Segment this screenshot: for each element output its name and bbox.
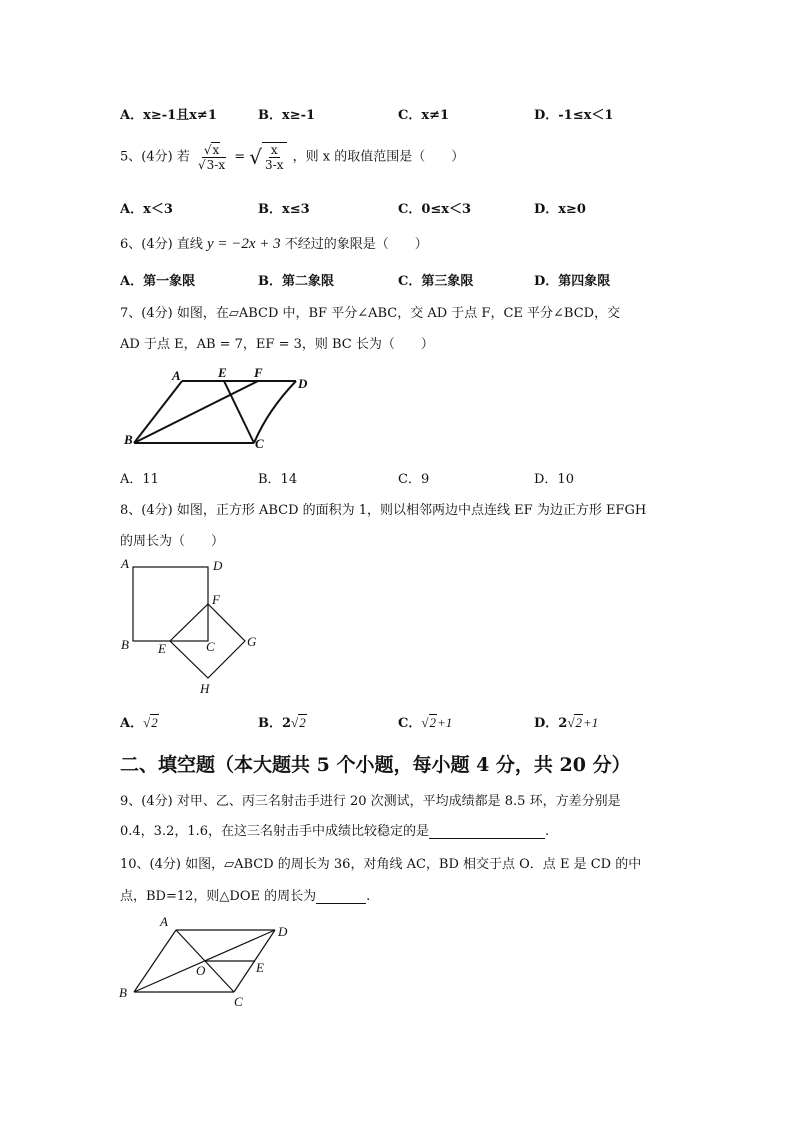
q5-stem	[120, 142, 464, 172]
q5-equals: =	[234, 149, 246, 165]
q8-label-d: D	[213, 558, 223, 573]
q5-option-b: B．x≤3	[258, 202, 310, 217]
q10-line2-end: .	[366, 889, 371, 904]
q8-option-c-prefix: C．	[398, 716, 422, 731]
q5-frac1-den: 3-x	[206, 157, 226, 172]
q10-label-o: O	[196, 963, 206, 978]
q6-formula: y = −2x + 3	[206, 236, 281, 252]
q5-frac2-den: 3-x	[265, 158, 284, 172]
q5-frac2-num: x	[270, 143, 278, 157]
q6-suffix: 不经过的象限是（ ）	[284, 237, 428, 252]
q10-line2	[120, 885, 370, 904]
q7-edge-ab	[134, 381, 182, 443]
q8-option-b-radical: √2	[291, 715, 306, 730]
q8-option-b-radicand: 2	[299, 715, 306, 730]
q5-option-d: D．x≥0	[534, 202, 586, 217]
q8-label-e: E	[158, 641, 166, 656]
q8-label-a: A	[121, 556, 129, 571]
q7-label-d: D	[298, 376, 308, 391]
q6-option-a: A．第一象限	[120, 274, 196, 289]
q4-option-c: C．x≠1	[398, 108, 450, 123]
q8-option-c-radicand: 2	[429, 715, 436, 730]
q5-frac1-num: x	[212, 142, 220, 157]
q10-label-a: A	[160, 914, 168, 929]
q7-figure	[118, 360, 318, 452]
q6-stem	[120, 233, 428, 253]
q8-option-b-prefix: B．2	[258, 716, 292, 731]
q8-label-h: H	[200, 681, 210, 696]
q7-label-a: A	[172, 368, 181, 383]
q6-option-d: D．第四象限	[534, 274, 611, 289]
q8-option-a-radical: √2	[143, 715, 158, 730]
q9-answer-blank[interactable]	[429, 824, 545, 839]
q8-line2: 的周长为（ ）	[120, 534, 225, 549]
q8-figure	[116, 555, 266, 700]
q4-option-a: A．x≥-1且x≠1	[120, 108, 217, 123]
q7-label-b: B	[124, 432, 133, 447]
q8-option-a-prefix: A．	[120, 716, 144, 731]
q5-suffix: ，则 x 的取值范围是（ ）	[292, 149, 465, 165]
q10-label-d: D	[278, 924, 288, 939]
q7-option-d: D．10	[534, 472, 574, 487]
q8-option-c	[398, 712, 452, 731]
q7-option-c: C．9	[398, 472, 430, 487]
q9-line2-text: 0.4，3.2，1.6，在这三名射击手中成绩比较稳定的是	[120, 824, 430, 839]
section-heading-fill-in: 二、填空题（本大题共 5 个小题，每小题 4 分，共 20 分）	[120, 754, 631, 776]
q8-line1: 8、(4分) 如图，正方形 ABCD 的面积为 1，则以相邻两边中点连线 EF 为边正方形 EFGH	[120, 503, 647, 518]
q7-option-a: A．11	[120, 472, 159, 487]
q5-option-a: A．x＜3	[120, 202, 173, 217]
q8-label-f: F	[212, 592, 220, 607]
q6-option-c: C．第三象限	[398, 274, 474, 289]
q8-option-a-radicand: 2	[151, 715, 158, 730]
q7-option-b: B．14	[258, 472, 298, 487]
q10-label-e: E	[256, 960, 264, 975]
q7-line2: AD 于点 E，AB = 7，EF = 3，则 BC 长为（ ）	[120, 337, 434, 352]
q8-square-abcd	[133, 567, 208, 641]
q4-option-b: B．x≥-1	[258, 108, 316, 123]
q8-label-c: C	[206, 639, 215, 654]
q7-label-c: C	[255, 436, 264, 451]
q10-answer-blank[interactable]	[316, 889, 366, 904]
q5-fraction-left: $\frac{√x}{√3-x}$	[197, 142, 226, 172]
q10-label-c: C	[234, 994, 243, 1007]
q8-label-b: B	[121, 637, 129, 652]
q5-option-c: C．0≤x＜3	[398, 202, 472, 217]
q10-figure	[116, 912, 296, 1007]
q8-label-g: G	[247, 634, 257, 649]
q10-line2-text: 点，BD=12，则△DOE 的周长为	[120, 889, 317, 904]
q8-option-c-radical: √2	[421, 715, 436, 730]
q8-option-d-radicand: 2	[575, 715, 582, 730]
q5-fraction-right	[262, 142, 286, 172]
q8-option-d	[534, 712, 598, 731]
q7-line1: 7、(4分) 如图，在▱ABCD 中，BF 平分∠ABC，交 AD 于点 F，CE 平分∠BCD，交	[120, 306, 621, 321]
q6-prefix: 6、(4分) 直线	[120, 237, 203, 252]
q8-option-d-prefix: D．2	[534, 716, 568, 731]
q8-option-a	[120, 712, 159, 731]
q8-option-d-suffix: +1	[582, 715, 599, 730]
q10-line1: 10、(4分) 如图，▱ABCD 的周长为 36，对角线 AC，BD 相交于点 O．点 E 是 CD 的中	[120, 857, 642, 872]
q6-option-b: B．第二象限	[258, 274, 334, 289]
q5-radical-icon: √	[249, 145, 263, 169]
q9-line1: 9、(4分) 对甲、乙、丙三名射击手进行 20 次测试，平均成绩都是 8.5 环，方差分别是	[120, 794, 621, 809]
q7-label-f: F	[254, 365, 263, 380]
q4-option-d: D．-1≤x＜1	[534, 108, 614, 123]
q7-edge-cd	[254, 381, 296, 443]
q8-option-c-suffix: +1	[437, 715, 453, 730]
q8-option-d-radical: √2	[567, 715, 582, 730]
q8-option-b	[258, 712, 307, 731]
q9-line2-end: .	[545, 824, 550, 839]
q10-label-b: B	[119, 985, 127, 1000]
q5-prefix: 5、(4分) 若	[120, 149, 190, 165]
q7-label-e: E	[218, 365, 227, 380]
q9-line2	[120, 820, 549, 839]
